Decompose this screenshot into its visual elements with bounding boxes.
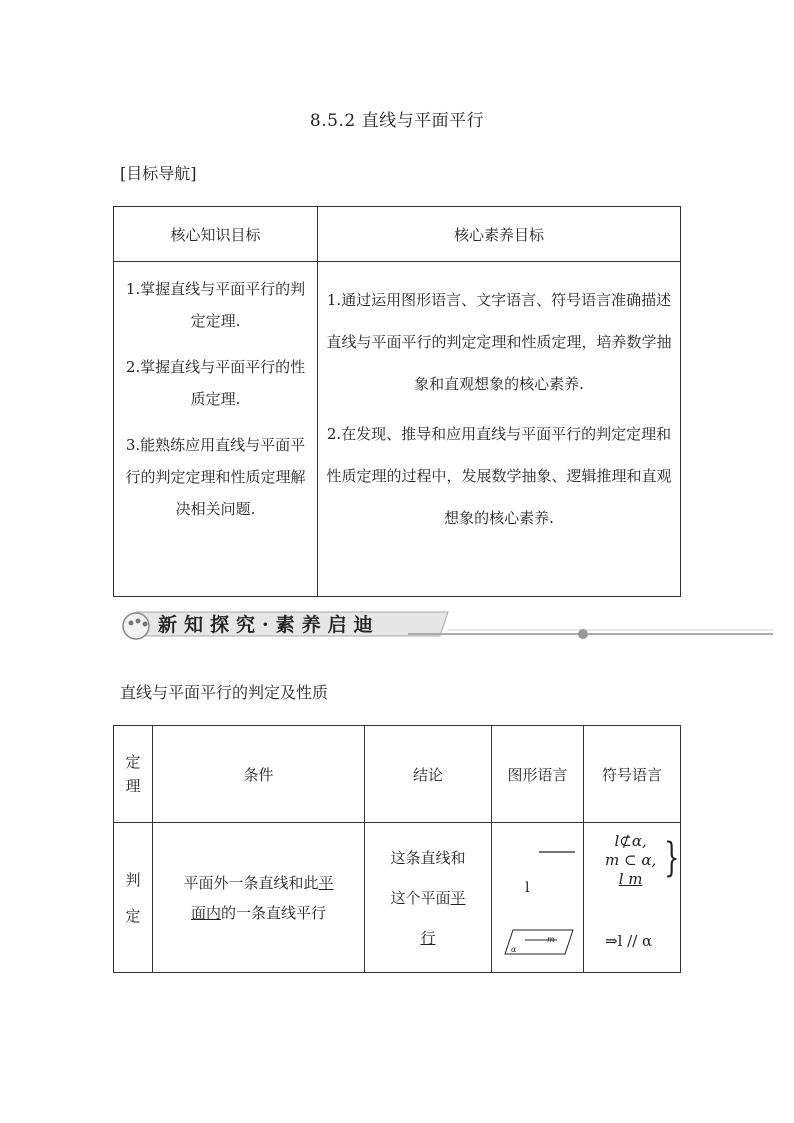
row-judgment-symbol: l⊄α, m ⊂ α, l m } ⇒l // α [584, 823, 681, 973]
row-judgment-name: 判定 [114, 823, 153, 973]
theorem-table [113, 725, 681, 973]
page-title: 8.5.2 直线与平面平行 [309, 111, 485, 131]
row-judgment-conclusion: 这条直线和 这个平面平 行 [365, 823, 492, 973]
header-conclusion: 结论 [365, 726, 492, 823]
literacy-goal-1: 1.通过运用图形语言、文字语言、符号语言准确描述直线与平面平行的判定定理和性质定理，培养数学抽象和直观想象的核心素养. [326, 291, 672, 393]
header-theorem: 定理 [114, 726, 153, 823]
literacy-cell [318, 262, 681, 597]
row-judgment-figure [492, 823, 584, 973]
header-knowledge: 核心知识目标 [114, 207, 318, 262]
header-literacy: 核心素养目标 [318, 207, 681, 262]
svg-text:α: α [510, 944, 516, 954]
banner-title: 新知探究·素养启迪 [158, 614, 380, 636]
header-symbol: 符号语言 [584, 726, 681, 823]
knowledge-goal-3: 3.能熟练应用直线与平面平行的判定定理和性质定理解决相关问题. [125, 436, 306, 518]
knowledge-goal-1: 1.掌握直线与平面平行的判定定理. [125, 280, 306, 330]
svg-text:l: l [524, 879, 529, 896]
header-condition: 条件 [153, 726, 365, 823]
literacy-goal-2: 2.在发现、推导和应用直线与平面平行的判定定理和性质定理的过程中，发展数学抽象、逻辑推理和直观想象的核心素养. [326, 425, 672, 527]
knowledge-cell [114, 262, 318, 597]
goals-heading: [目标导航] [120, 164, 197, 183]
knowledge-goal-2: 2.掌握直线与平面平行的性质定理. [125, 358, 306, 408]
header-graphic: 图形语言 [492, 726, 584, 823]
section-banner [118, 604, 778, 644]
section-title: 直线与平面平行的判定及性质 [120, 683, 329, 702]
row-judgment-condition: 平面外一条直线和此平 面内的一条直线平行 [153, 823, 365, 973]
parallel-figure [495, 826, 581, 966]
svg-text:m: m [546, 934, 555, 944]
goals-table [113, 206, 681, 597]
